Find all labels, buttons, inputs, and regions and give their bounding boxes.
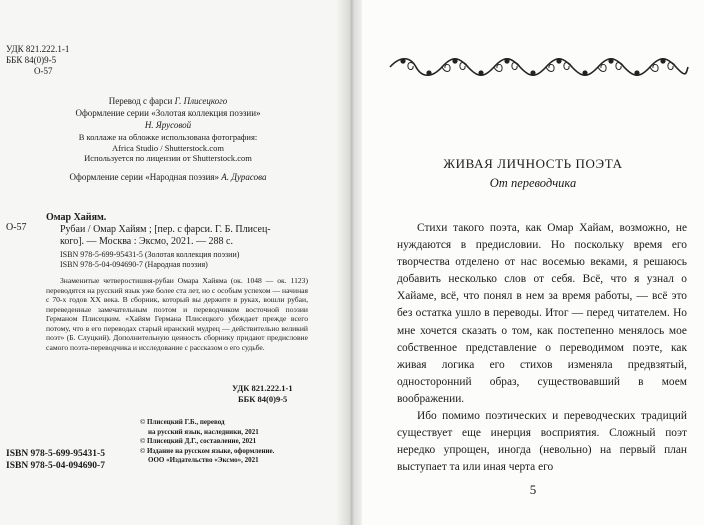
body-text xyxy=(397,220,687,476)
copyright-line: © Издание на русском языке, оформление. xyxy=(140,446,275,455)
translator-name: Г. Плисецкого xyxy=(174,96,228,106)
cover-photo-credit xyxy=(0,132,336,164)
series-designer2-name: А. Дурасова xyxy=(221,172,267,182)
paragraph: Ибо помимо поэтических и переводческих традиций существует еще инерция восприятия. Сложный поэт нередко упрощен, иногда (невольно) на первый план выступает та или иная черта его xyxy=(397,410,687,474)
isbn-bottom-block xyxy=(6,448,105,472)
collage-line: Используется по лицензии от Shutterstock.com xyxy=(84,153,252,163)
udk-bottom-block xyxy=(232,383,293,404)
copyright-line: ООО «Издательство «Эксмо», 2021 xyxy=(148,456,259,464)
bbk-top-line: ББК 84(0)9-5 xyxy=(6,55,57,65)
udk-top-block xyxy=(6,44,69,77)
series-design-line-2 xyxy=(0,172,336,183)
ornament-border-icon xyxy=(386,54,690,80)
bibliographic-entry xyxy=(46,212,271,248)
chapter-subtitle: От переводчика xyxy=(489,176,577,190)
paragraph: Стихи такого поэта, как Омар Хайам, возможно, не нуждаются в предисловии. Но поскольку время его творчества отделено от нас восемью веками, я решаюсь добавить несколько слов от себя. Всё, что я узнал о Хайаме, всё, что понял в нем за время работы, — всё это без остатка ушло в переводы. Итог — перед читателем. Но мне хочется сказать о том, как постепенно менялось мое собственное представление о переводимом поэте, как живая логика его стихов изменяла предвзятый, односторонний образ, существовавший в моем воображении. xyxy=(397,222,687,405)
collage-line: Africa Studio / Shutterstock.com xyxy=(112,142,224,153)
bibliographic-line: кого]. — Москва : Эксмо, 2021. — 288 с. xyxy=(60,236,233,247)
author-mark-top: О-57 xyxy=(34,66,53,76)
copyright-line: © Плисецкий Д.Г., составление, 2021 xyxy=(140,437,257,445)
series-design-line: Оформление серии «Золотая коллекция поэзии» xyxy=(75,108,261,118)
collage-line: В коллаже на обложке использована фотография: xyxy=(78,132,258,142)
udk-bottom-line: УДК 821.222.1-1 xyxy=(232,383,293,393)
copyright-block xyxy=(140,418,274,466)
isbn-line: ISBN 978-5-04-094690-7 (Народная поэзия) xyxy=(60,260,208,269)
page-number: 5 xyxy=(529,482,537,497)
author-mark: О-57 xyxy=(6,222,27,233)
bbk-bottom-line: ББК 84(0)9-5 xyxy=(238,393,288,404)
isbn-bottom-line: ISBN 978-5-699-95431-5 xyxy=(6,449,105,459)
chapter-title: ЖИВАЯ ЛИЧНОСТЬ ПОЭТА xyxy=(443,156,623,171)
bibliographic-line: Рубаи / Омар Хайям ; [пер. с фарси. Г. Б. Плисец- xyxy=(60,224,271,235)
isbn-bottom-line: ISBN 978-5-04-094690-7 xyxy=(6,461,105,471)
isbn-block xyxy=(60,250,239,270)
series-design2-prefix: Оформление серии «Народная поэзия» xyxy=(69,172,222,182)
book-annotation: Знаменитые четверостишия-рубаи Омара Хайяма (ок. 1048 — ок. 1123) переводятся на русский язык уже более ста лет, но с особым успехом — начиная с 70-х годов XX века. В сборник, который вы держите в руках, вошли рубаи, переведенные замечательным поэтом и переводчиком восточной поэзии Германом Плисецким. «Хайям Германа Плисецкого убеждает прежде всего потому, что в его переводах старый иранский мудрец — действительно великий поэт» (Б. Слуцкий). Дополнительную ценность сборнику придают предисловие самого поэта-переводчика и исследование с рассказом о его судьбе. xyxy=(46,276,308,352)
udk-top-line: УДК 821.222.1-1 xyxy=(6,44,70,54)
translation-prefix: Перевод с фарси xyxy=(108,96,175,106)
copyright-line: на русский язык, наследники, 2021 xyxy=(148,427,259,436)
author-heading: Омар Хайям. xyxy=(46,212,107,223)
isbn-line: ISBN 978-5-699-95431-5 (Золотая коллекция поэзии) xyxy=(60,250,240,259)
series-designer-name: Н. Ярусовой xyxy=(144,120,192,130)
copyright-line: © Плисецкий Г.Б., перевод xyxy=(140,418,225,426)
translation-credit xyxy=(0,96,336,107)
